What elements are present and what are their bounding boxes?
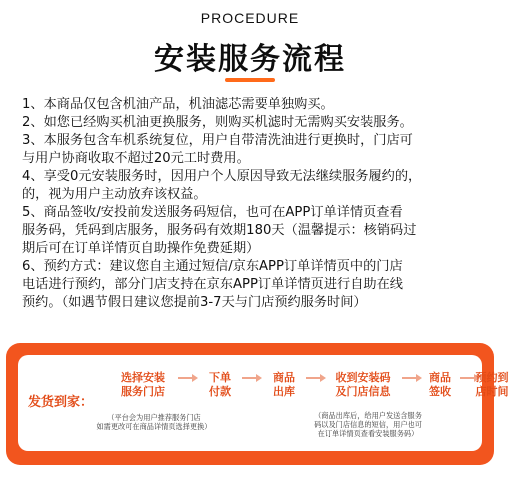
process-panel [18,355,509,451]
process-step-line2: 付款 [209,385,231,398]
process-step-line2: 服务门店 [121,385,165,398]
process-lead: 发货到家： [28,395,94,410]
procedure-label: PROCEDURE [200,10,300,26]
process-note-code [308,411,428,438]
arrow-right-icon [402,377,420,379]
process-step-sign [422,371,458,399]
process-note-line: 在订单详情页查看安装服务码） [317,429,419,438]
note-line: 与用户协商收取不超过20元工时费用。 [22,151,250,166]
process-step-line2: 及门店信息 [335,385,391,398]
process-step-line1: 预约到 [475,371,509,384]
note-line: 期后可在订单详情页自助操作免费延期） [22,241,260,256]
process-step-line2: 店时间 [475,385,509,398]
process-banner [6,343,509,465]
note-line: 的，视为用户主动放弃该权益。 [22,187,207,202]
process-step-line1: 选择安装 [121,371,165,384]
process-step-appointment [470,371,514,399]
process-step-pay [200,371,240,399]
note-line: 4、享受0元安装服务时，因用户个人原因导致无法继续服务履约的， [22,169,422,184]
note-line: 服务码，凭码到店服务，服务码有效期180天（温馨提示：核销码过 [22,223,417,238]
process-row [18,355,509,451]
process-note-line: （平台会为用户推荐服务门店 [107,413,201,422]
note-line: 预约。（如遇节假日建议您提前3-7天与门店预约服务时间） [22,295,367,310]
process-step-dispatch [264,371,304,399]
note-line: 1、本商品仅包含机油产品，机油滤芯需要单独购买。 [22,97,334,112]
process-step-line1: 收到安装码 [335,371,391,384]
process-note-line: 如需更改可在商品详情页选择更换） [96,422,212,431]
note-line: 6、预约方式：建议您自主通过短信/京东APP订单详情页中的门店 [22,259,403,274]
process-step-line2: 出库 [273,385,295,398]
arrow-right-icon [306,377,324,379]
arrow-right-icon [178,377,196,379]
note-line: 电话进行预约，部分门店支持在京东APP订单详情页进行自助在线 [22,277,403,292]
process-note-line: 码以及门店信息的短信，用户也可 [314,420,422,429]
service-notes [22,96,484,312]
process-step-receive-code [326,371,400,399]
title-underline [225,78,275,82]
process-step-line1: 商品 [273,371,295,384]
process-note-line: （商品出库后，给用户发送含服务 [314,411,422,420]
process-step-select-store [110,371,176,399]
process-note-store [94,413,214,431]
note-line: 5、商品签收/安投前发送服务码短信，也可在APP订单详情页查看 [22,205,403,220]
process-step-line1: 下单 [209,371,231,384]
page-title: 安装服务流程 [154,42,346,77]
note-line: 3、本服务包含车机系统复位，用户自带清洗油进行更换时，门店可 [22,133,413,148]
process-step-line1: 商品 [429,371,451,384]
process-step-line2: 签收 [429,385,451,398]
note-line: 2、如您已经购买机油更换服务，则购买机滤时无需购买安装服务。 [22,115,413,130]
arrow-right-icon [242,377,260,379]
